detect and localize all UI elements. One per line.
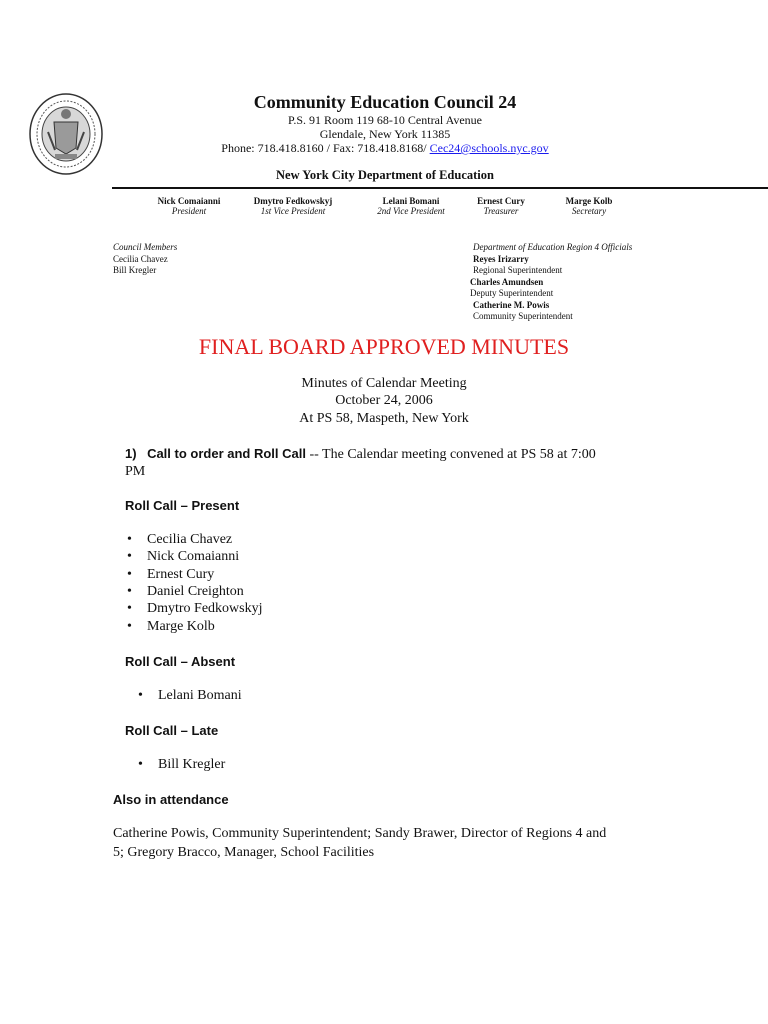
officer-role: 2nd Vice President — [377, 206, 445, 216]
officer-name: Nick Comaianni — [157, 196, 221, 206]
email-link[interactable]: Cec24@schools.nyc.gov — [429, 141, 549, 155]
list-item: • Nick Comaianni — [147, 549, 239, 565]
attendance-text-line-1: Catherine Powis, Community Superintendent; Sandy Brawer, Director of Regions 4 and — [113, 826, 607, 841]
department-name: New York City Department of Education — [276, 168, 494, 182]
officer-name: Marge Kolb — [565, 196, 613, 206]
final-minutes-banner: FINAL BOARD APPROVED MINUTES — [198, 334, 570, 359]
official-title: Community Superintendent — [473, 311, 573, 321]
region-officials-block — [470, 242, 633, 323]
official-name: Reyes Irizarry — [473, 253, 529, 264]
official-title: Deputy Superintendent — [470, 288, 554, 298]
officer-name: Ernest Cury — [477, 196, 525, 206]
official-name: Charles Amundsen — [470, 276, 544, 287]
item-call-to-order — [125, 446, 665, 463]
attendance-text-line-2: 5; Gregory Bracco, Manager, School Facilities — [113, 845, 375, 860]
officer-role: Treasurer — [483, 206, 519, 216]
region-officials-heading: Department of Education Region 4 Officials — [473, 242, 633, 252]
list-item: • Dmytro Fedkowskyj — [147, 601, 263, 617]
item-title: Call to order and Roll Call — [147, 446, 306, 461]
attendance-heading: Also in attendance — [113, 792, 229, 807]
meeting-type: Minutes of Calendar Meeting — [301, 376, 467, 391]
list-item: • Ernest Cury — [147, 567, 214, 583]
meeting-location: At PS 58, Maspeth, New York — [299, 411, 469, 426]
item-text-continued: PM — [125, 464, 146, 479]
contact-line — [150, 141, 620, 156]
list-item: • Cecilia Chavez — [147, 532, 232, 548]
org-title: Community Education Council 24 — [253, 92, 517, 112]
council-member: Bill Kregler — [113, 265, 157, 275]
officer-first-vice-president — [228, 196, 358, 216]
list-item: • Marge Kolb — [147, 619, 215, 635]
council-member: Cecilia Chavez — [113, 253, 168, 264]
council-members-heading: Council Members — [113, 242, 178, 252]
item-number: 1) — [125, 446, 137, 461]
list-item: • Lelani Bomani — [158, 688, 242, 704]
official-title: Regional Superintendent — [473, 265, 563, 275]
officer-role: Secretary — [571, 206, 607, 216]
nyc-seal-logo — [28, 92, 104, 176]
meeting-date: October 24, 2006 — [335, 393, 433, 408]
header-divider — [112, 187, 768, 189]
roll-call-present-heading: Roll Call – Present — [125, 498, 240, 513]
officer-name: Lelani Bomani — [382, 196, 440, 206]
officer-role: President — [171, 206, 207, 216]
list-item: • Bill Kregler — [158, 757, 225, 773]
roll-call-absent-heading: Roll Call – Absent — [125, 654, 236, 669]
officer-name: Dmytro Fedkowskyj — [253, 196, 333, 206]
item-text: -- The Calendar meeting convened at PS 58 at 7:00 — [305, 447, 596, 462]
council-members-block — [113, 242, 177, 277]
list-item: • Daniel Creighton — [147, 584, 244, 600]
officer-secretary — [524, 196, 654, 216]
official-name: Catherine M. Powis — [473, 299, 550, 310]
roll-call-late-heading: Roll Call – Late — [125, 723, 219, 738]
address-line-1: P.S. 91 Room 119 68-10 Central Avenue — [288, 113, 482, 127]
officer-role: 1st Vice President — [260, 206, 326, 216]
phone-fax-text: Phone: 718.418.8160 / Fax: 718.418.8168/ — [221, 141, 430, 155]
address-line-2: Glendale, New York 11385 — [319, 127, 451, 141]
